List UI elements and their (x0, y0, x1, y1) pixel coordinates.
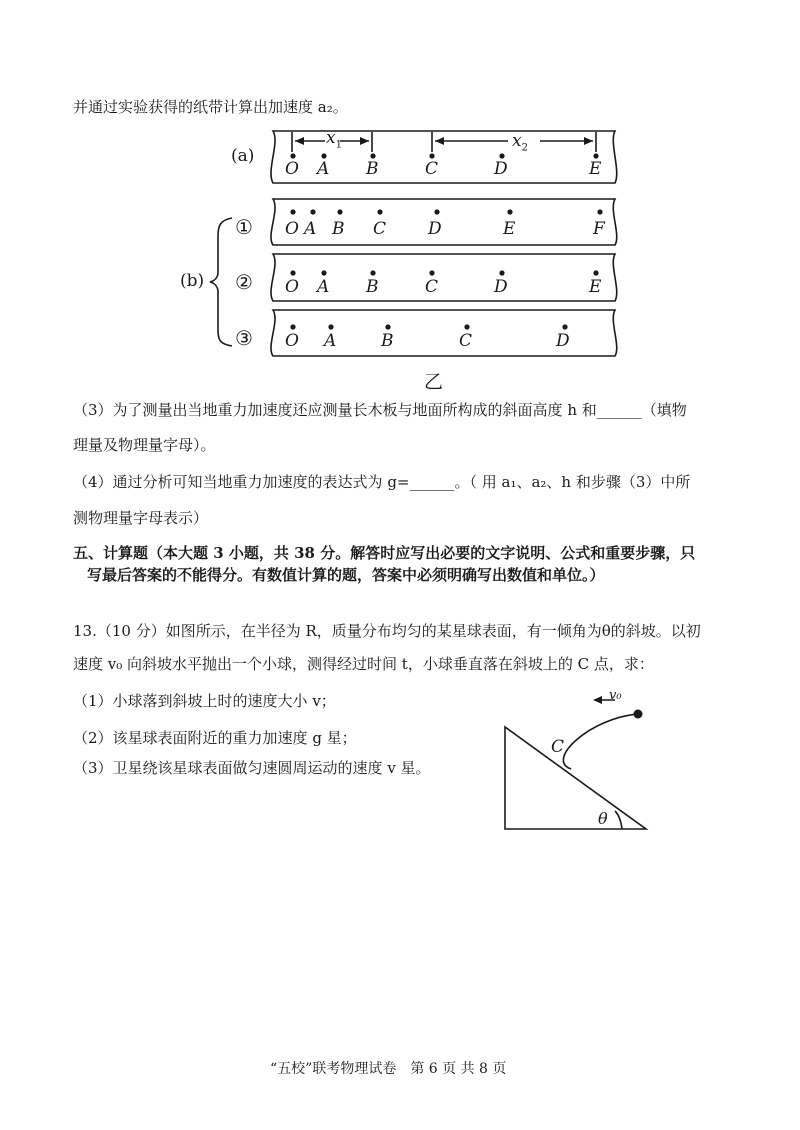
tape-3-label: ③ (235, 326, 253, 350)
section5-heading-line2: 写最后答案的不能得分。有数值计算的题，答案中必须明确写出数值和单位。） (87, 566, 605, 584)
point-label: E (589, 159, 602, 179)
v0-label: v₀ (609, 688, 622, 703)
intro-line: 并通过实验获得的纸带计算出加速度 a₂。 (73, 98, 348, 116)
point-label: B (332, 219, 345, 239)
q13-sub3: （3）卫星绕该星球表面做匀速圆周运动的速度 v 星。 (73, 759, 431, 777)
point-label: A (324, 331, 337, 351)
point-label: A (317, 159, 330, 179)
figure-caption: 乙 (424, 371, 444, 393)
q3-line2: 理量及物理量字母）。 (73, 436, 216, 454)
q13-sub2: （2）该星球表面附近的重力加速度 g 星； (73, 729, 357, 747)
point-label: B (381, 331, 394, 351)
point-label: E (503, 219, 516, 239)
q13-sub1: （1）小球落到斜坡上时的速度大小 v； (73, 692, 336, 710)
q13-line2: 速度 v₀ 向斜坡水平抛出一个小球，测得经过时间 t，小球垂直落在斜坡上的 C 点，求： (73, 655, 654, 673)
q4-line1: （4）通过分析可知当地重力加速度的表达式为 g=______。（ 用 a₁、a₂、h 和步骤（3）中所 (73, 473, 691, 491)
point-label: B (366, 277, 379, 297)
tape-1-label: ① (235, 215, 253, 239)
point-label: D (428, 219, 442, 239)
point-label: C (425, 159, 439, 179)
q13-line1: 13.（10 分）如图所示，在半径为 R，质量分布均匀的某星球表面，有一倾角为θ的斜坡。以初 (73, 622, 701, 640)
tape-a-label: (a) (231, 146, 255, 166)
point-c-label: C (551, 737, 565, 757)
point-label: C (459, 331, 473, 351)
point-label: O (285, 331, 299, 351)
point-label: F (593, 219, 605, 239)
group-b-label: (b) (180, 271, 205, 291)
slope-triangle (505, 727, 646, 829)
point-label: O (285, 277, 299, 297)
point-label: O (285, 159, 299, 179)
point-label: C (373, 219, 387, 239)
theta-label: θ (598, 809, 608, 828)
q3-line1: （3）为了测量出当地重力加速度还应测量长木板与地面所构成的斜面高度 h 和______（填物 (73, 401, 687, 419)
point-label: B (366, 159, 379, 179)
point-label: D (556, 331, 570, 351)
tape-2-label: ② (235, 270, 253, 294)
q4-line2: 测物理量字母表示） (73, 509, 209, 527)
point-label: C (425, 277, 439, 297)
point-label: D (494, 277, 508, 297)
x2-label: $x_2$ (512, 131, 528, 154)
point-label: A (317, 277, 330, 297)
point-label: E (589, 277, 602, 297)
trajectory-arc (563, 714, 638, 769)
ball (634, 710, 643, 719)
theta-arc (615, 811, 622, 829)
section5-heading-line1: 五、计算题（本大题 3 小题，共 38 分。解答时应写出必要的文字说明、公式和重要步骤，只 (73, 544, 696, 562)
x1-label: $x_1$ (326, 128, 342, 151)
page-footer: “五校”联考物理试卷 第 6 页 共 8 页 (270, 1061, 507, 1077)
point-label: O (285, 219, 299, 239)
point-label: D (494, 159, 508, 179)
point-label: A (304, 219, 317, 239)
